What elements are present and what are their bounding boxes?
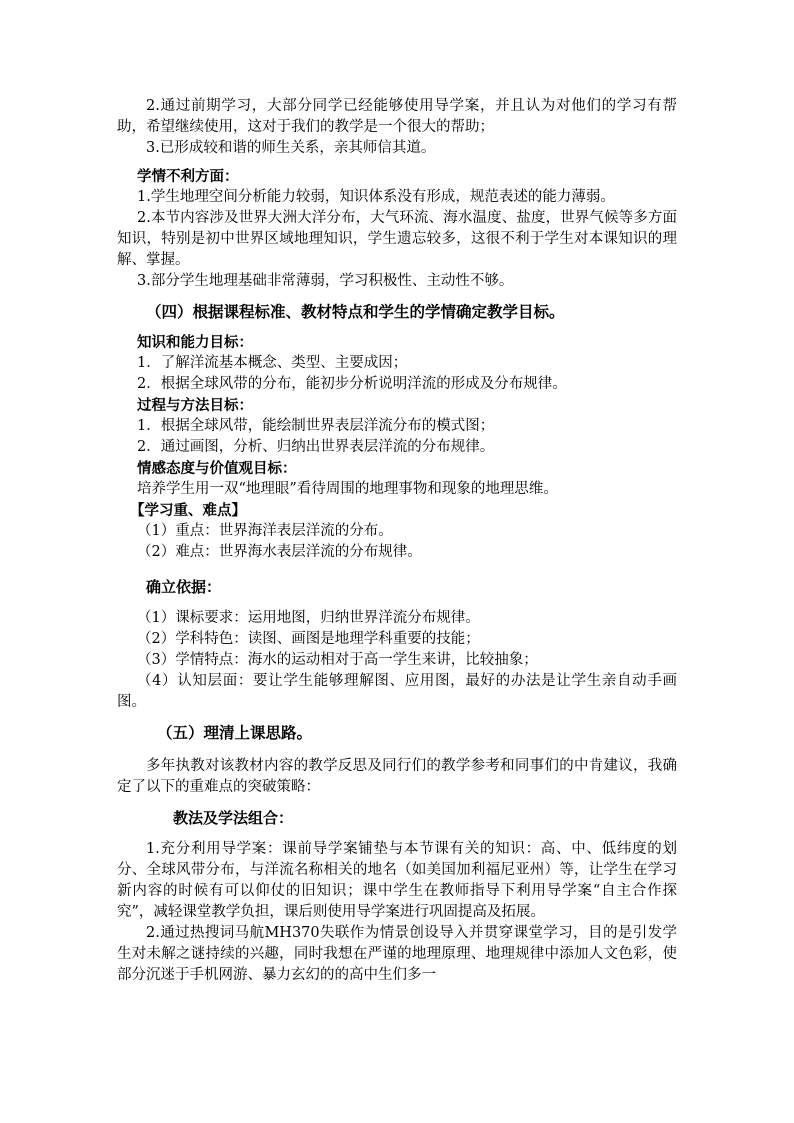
methods-heading: 教法及学法组合： xyxy=(173,809,294,827)
unfavorable-item-1: 1.学生地理空间分析能力较弱，知识体系没有形成，规范表述的能力薄弱。 xyxy=(137,189,615,205)
basis-item-3: （3）学情特点：海水的运动相对于高一学生来讲，比较抽象； xyxy=(137,652,538,668)
knowledge-goals-heading: 知识和能力目标： xyxy=(137,334,253,351)
intro-point-2: 2.通过前期学习，大部分同学已经能够使用导学案，并且认为对他们的学习有帮助，希望继续使用，这对于我们的教学是一个很大的帮助； xyxy=(117,98,677,135)
unfavorable-item-2: 2.本节内容涉及世界大洲大洋分布，大气环流、海水温度、盐度，世界气候等多方面知识，特别是初中世界区域地理知识，学生遗忘较多，这很不利于学生对本课知识的理解、掌握。 xyxy=(117,210,677,268)
intro-point-3: 3.已形成较和谐的师生关系，亲其师信其道。 xyxy=(146,140,436,156)
section-5-title: （五）理清上课思路。 xyxy=(157,723,313,742)
knowledge-goal-2: 2．根据全球风带的分布，能初步分析说明洋流的形成及分布规律。 xyxy=(137,376,567,392)
basis-item-1: （1）课标要求：运用地图，归纳世界洋流分布规律。 xyxy=(137,610,480,626)
key-point-1: （1）重点：世界海洋表层洋流的分布。 xyxy=(137,523,393,539)
process-goal-2: 2．通过画图，分析、归纳出世界表层洋流的分布规律。 xyxy=(137,439,495,455)
emotion-goals-heading: 情感态度与价值观目标： xyxy=(137,460,297,477)
method-2: 2.通过热搜词马航MH370失联作为情景创设导入并贯穿课堂学习，目的是引发学生对未解之谜持续的兴趣，同时我想在严谨的地理原理、地理规律中添加人文色彩，使部分沉迷于手机网游、暴力玄幻的的高中生们多一 xyxy=(117,925,677,983)
unfavorable-heading: 学情不利方面： xyxy=(137,168,239,185)
basis-item-4: （4）认知层面：要让学生能够理解图、应用图，最好的办法是让学生亲自动手画图。 xyxy=(117,673,677,710)
basis-heading: 确立依据： xyxy=(146,578,222,596)
unfavorable-item-3: 3.部分学生地理基础非常薄弱，学习积极性、主动性不够。 xyxy=(137,273,514,289)
section-5-intro: 多年执教对该教材内容的教学反思及同行们的教学参考和同事们的中肯建议，我确定了以下的重难点的突破策略： xyxy=(117,758,677,795)
document-page xyxy=(117,96,677,986)
method-1: 1.充分利用导学案：课前导学案铺垫与本节课有关的知识：高、中、低纬度的划分、全球风带分布，与洋流名称相关的地名（如美国加利福尼亚州）等，让学生在学习新内容的时候有可以仰仗的旧知识；课中学生在教师指导下利用导学案“自主合作探究”，减轻课堂教学负担，课后则使用导学案进行巩固提高及拓展。 xyxy=(117,841,677,920)
emotion-goal-text: 培养学生用一双“地理眼”看待周围的地理事物和现象的地理思维。 xyxy=(137,481,558,497)
knowledge-goal-1: 1．了解洋流基本概念、类型、主要成因； xyxy=(137,355,408,371)
process-goals-heading: 过程与方法目标： xyxy=(137,397,253,414)
section-4-title: （四）根据课程标准、教材特点和学生的学情确定教学目标。 xyxy=(146,302,565,321)
key-points-heading: 【学习重、难点】 xyxy=(130,502,246,519)
process-goal-1: 1．根据全球风带，能绘制世界表层洋流分布的模式图； xyxy=(137,418,495,434)
basis-item-2: （2）学科特色：读图、画图是地理学科重要的技能； xyxy=(137,631,480,647)
key-point-2: （2）难点：世界海水表层洋流的分布规律。 xyxy=(137,544,422,560)
